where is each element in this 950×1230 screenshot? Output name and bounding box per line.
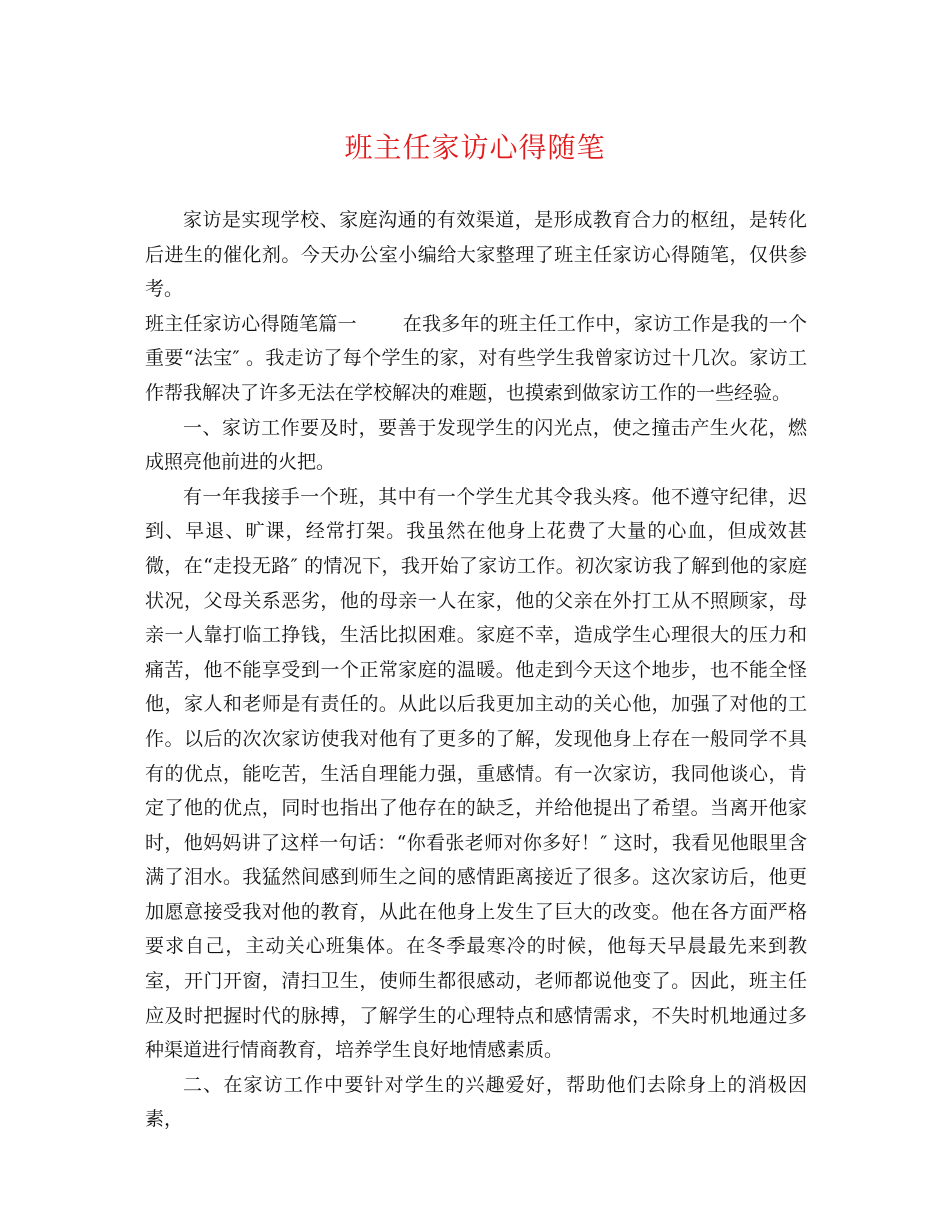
point-two-paragraph: 二、在家访工作中要针对学生的兴趣爱好，帮助他们去除身上的消极因素， bbox=[145, 1073, 807, 1131]
intro-text: 家访是实现学校、家庭沟通的有效渠道，是形成教育合力的枢纽，是转化后进生的催化剂。今天办公室小编给大家整理了班主任家访心得随笔，仅供参考。 bbox=[145, 209, 807, 301]
section-heading: 班主任家访心得随笔篇一 bbox=[145, 312, 357, 335]
document-body bbox=[145, 203, 807, 1137]
document-title: 班主任家访心得随笔 bbox=[344, 131, 606, 164]
section-intro-text: 在我多年的班主任工作中，家访工作是我的一个重要“法宝″ 。我走访了每个学生的家，对有些学生我曾家访过十几次。家访工作帮我解决了许多无法在学校解决的难题，也摸索到做家访工作的一些经验。 bbox=[145, 312, 807, 404]
intro-paragraph bbox=[145, 203, 807, 307]
point-one-paragraph: 一、家访工作要及时，要善于发现学生的闪光点，使之撞击产生火花，燃成照亮他前进的火把。 bbox=[145, 416, 807, 474]
story-paragraph: 有一年我接手一个班，其中有一个学生尤其令我头疼。他不遵守纪律，迟到、早退、旷课，经常打架。我虽然在他身上花费了大量的心血，但成效甚微，在“走投无路″ 的情况下，我开始了家访工作。初次家访我了解到他的家庭状况，父母关系恶劣，他的母亲一人在家，他的父亲在外打工从不照顾家，母亲一人靠打临工挣钱，生活比拟困难。家庭不幸，造成学生心理很大的压力和痛苦，他不能享受到一个正常家庭的温暖。他走到今天这个地步，也不能全怪他，家人和老师是有责任的。从此以后我更加主动的关心他，加强了对他的工作。以后的次次家访使我对他有了更多的了解，发现他身上存在一般同学不具有的优点，能吃苦，生活自理能力强，重感情。有一次家访，我同他谈心，肯定了他的优点，同时也指出了他存在的缺乏，并给他提出了希望。当离开他家时，他妈妈讲了这样一句话：“你看张老师对你多好！″ 这时，我看见他眼里含满了泪水。我猛然间感到师生之间的感情距离接近了很多。这次家访后，他更加愿意接受我对他的教育，从此在他身上发生了巨大的改变。他在各方面严格要求自己，主动关心班集体。在冬季最寒冷的时候，他每天早晨最先来到教室，开门开窗，清扫卫生，使师生都很感动，老师都说他变了。因此，班主任应及时把握时代的脉搏，了解学生的心理特点和感情需求，不失时机地通过多种渠道进行情商教育，培养学生良好地情感素质。 bbox=[145, 485, 807, 1062]
section-paragraph bbox=[145, 307, 807, 411]
